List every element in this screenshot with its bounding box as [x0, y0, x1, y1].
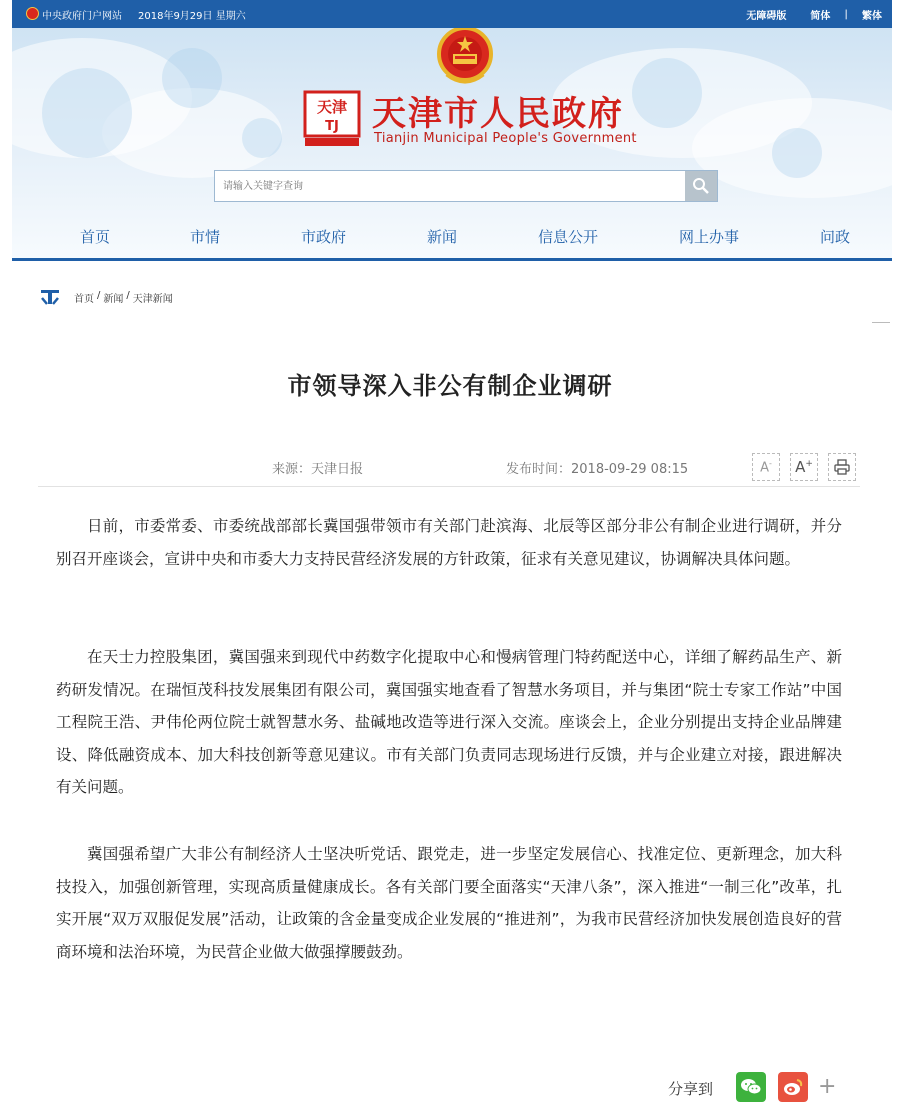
- language-divider: |: [844, 8, 848, 20]
- print-icon: [834, 459, 850, 475]
- share-label: 分享到: [668, 1080, 714, 1098]
- font-increase-icon: A+: [795, 458, 813, 476]
- top-utility-bar: [12, 0, 892, 28]
- nav-item-info-disclosure[interactable]: 信息公开: [538, 228, 599, 246]
- tianjin-seal-logo: [303, 90, 361, 148]
- nav-item-home[interactable]: 首页: [80, 228, 111, 246]
- nav-item-news[interactable]: 新闻: [427, 228, 458, 246]
- nav-item-city-info[interactable]: 市情: [190, 228, 221, 246]
- nav-item-city-government[interactable]: 市政府: [301, 228, 347, 246]
- decorative-divider: [872, 322, 890, 323]
- wechat-icon: [740, 1077, 762, 1097]
- search-box: [214, 170, 718, 202]
- nav-item-inquiry[interactable]: 问政: [820, 228, 851, 246]
- breadcrumb: [74, 290, 173, 305]
- central-gov-portal-link[interactable]: 中央政府门户网站: [42, 10, 122, 22]
- font-increase-button[interactable]: [790, 453, 818, 481]
- current-date: 2018年9月29日 星期六: [138, 10, 246, 22]
- gov-emblem-small-icon: [26, 7, 39, 20]
- article-publish-time: 发布时间：2018-09-29 08:15: [506, 462, 689, 477]
- accessible-version-link[interactable]: 无障碍版: [746, 10, 787, 22]
- article-paragraph: 冀国强希望广大非公有制经济人士坚决听党话、跟党走，进一步坚定发展信心、找准定位、更新理念，加大科技投入，加强创新管理，实现高质量健康成长。各有关部门要全面落实“天津八条”，深入推进“一制三化”改革，扎实开展“双万双服促发展”活动，让政策的含金量变成企业发展的“推进剂”，为我市民营经济加快发展创造良好的营商环境和法治环境，为民营企业做大做强撑腰鼓劲。: [56, 845, 842, 961]
- national-emblem-icon: [433, 28, 497, 88]
- main-nav: [12, 226, 892, 256]
- font-decrease-icon: A-: [760, 458, 772, 476]
- print-button[interactable]: [828, 453, 856, 481]
- share-weibo-button[interactable]: [778, 1072, 808, 1102]
- article-paragraph: 在天士力控股集团，冀国强来到现代中药数字化提取中心和慢病管理门特药配送中心，详细了解药品生产、新药研发情况。在瑞恒茂科技发展集团有限公司，冀国强实地查看了智慧水务项目，并与集团“院士专家工作站”中国工程院王浩、尹伟伦两位院士就智慧水务、盐碱地改造等进行深入交流。座谈会上，企业分别提出支持企业品牌建设、降低融资成本、加大科技创新等意见建议。市有关部门负责同志现场进行反馈，并与企业建立对接，跟进解决有关问题。: [56, 648, 842, 796]
- search-input[interactable]: [215, 171, 687, 201]
- search-button[interactable]: [685, 171, 717, 201]
- site-title-cn: 天津市人民政府: [372, 94, 624, 134]
- svg-text:天津: 天津: [316, 98, 348, 116]
- breadcrumb-news[interactable]: 新闻: [103, 294, 124, 305]
- breadcrumb-sep: /: [126, 290, 130, 301]
- font-decrease-button[interactable]: [752, 453, 780, 481]
- breadcrumb-tianjin-news[interactable]: 天津新闻: [132, 294, 173, 305]
- article-title: 市领导深入非公有制企业调研: [287, 372, 613, 400]
- svg-text:TJ: TJ: [325, 119, 339, 134]
- article-paragraph: 日前，市委常委、市委统战部部长冀国强带领市有关部门赴滨海、北辰等区部分非公有制企业进行调研，并分别召开座谈会，宣讲中央和市委大力支持民营经济发展的方针政策，征求有关意见建议，协调解决具体问题。: [56, 517, 842, 568]
- search-icon: [692, 177, 710, 195]
- traditional-chinese-link[interactable]: 繁体: [862, 10, 882, 22]
- site-title-en: Tianjin Municipal People's Government: [374, 131, 637, 146]
- simplified-chinese-link[interactable]: 简体: [810, 10, 831, 22]
- weibo-icon: [782, 1077, 804, 1097]
- meta-divider: [38, 486, 860, 487]
- nav-divider: [12, 258, 892, 261]
- breadcrumb-location-icon: [40, 288, 60, 306]
- share-more-button[interactable]: +: [818, 1074, 837, 1099]
- breadcrumb-home[interactable]: 首页: [74, 294, 94, 305]
- breadcrumb-sep: /: [97, 290, 101, 301]
- share-wechat-button[interactable]: [736, 1072, 766, 1102]
- nav-item-online-services[interactable]: 网上办事: [679, 228, 740, 246]
- article-source: 来源：天津日报: [272, 462, 364, 477]
